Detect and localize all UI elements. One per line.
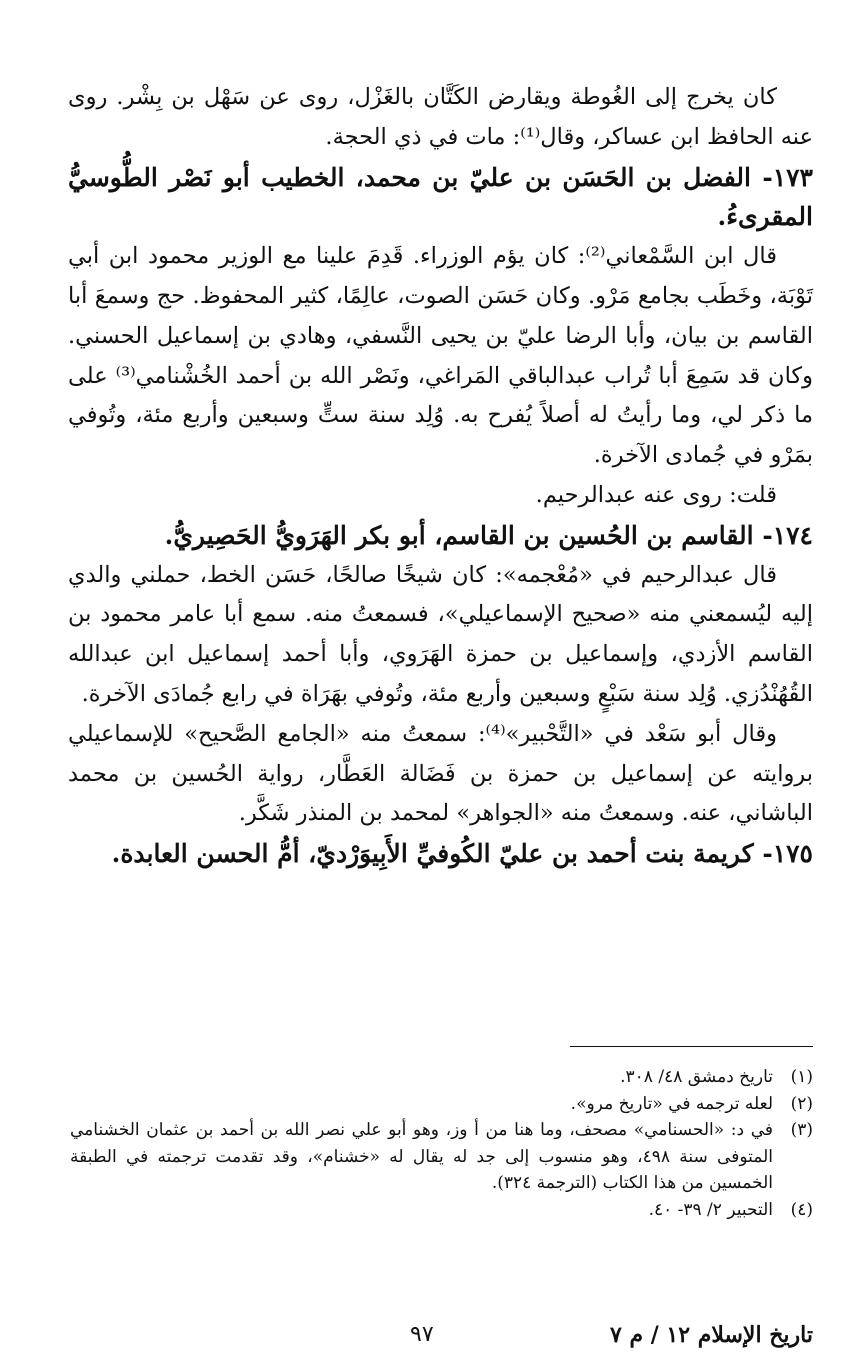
footnote-text: تاريخ دمشق ٤٨/ ٣٠٨. bbox=[620, 1067, 773, 1087]
footnote-divider bbox=[570, 1046, 813, 1047]
paragraph-entry-174: قال عبدالرحيم في «مُعْجمه»: كان شيخًا صالحًا، حَسَن الخط، حملني والدي إليه ليُسمعني منه «صحيح الإسماعيلي»، فسمعتُ منه. سمع أبا عامر محمود بن القاسم الأزدي، وإسماعيل بن حمزة الهَرَوي، وأبا أحمد إسماعيل ابن عبدالله القُهُنْدُزي. وُلِد سنة سَبْعٍ وسبعين وأربع مئة، وتُوفي بهَرَاة في رابع جُمادَى الآخرة. bbox=[68, 561, 813, 707]
footnote-2 bbox=[70, 1091, 813, 1118]
footnote-number: (٢) bbox=[790, 1093, 813, 1114]
footnote-text: لعله ترجمه في «تاريخ مرو». bbox=[570, 1093, 773, 1114]
entry-heading-174: ١٧٤- القاسم بن الحُسين بن القاسم، أبو بكر الهَرَويُّ الحَصِيريُّ. bbox=[164, 520, 813, 550]
page-number: ٩٧ bbox=[410, 1322, 434, 1347]
paragraph-entry-173: قال ابن السَّمْعاني⁽²⁾: كان يؤم الوزراء. قَدِمَ علينا مع الوزير محمود ابن أبي تَوْبَة، وخَطَب بجامع مَرْو. وكان حَسَن الصوت، عالِمًا، كثير المحفوظ. حج وسمعَ أبا القاسم بن بيان، وأبا الرضا عليّ بن يحيى النَّسفي، وهادي بن إسماعيل الحسني. وكان قد سَمِعَ أبا تُراب عبدالباقي المَراغي، ونَصْر الله بن أحمد الخُشْنامي⁽³⁾ على ما ذكر لي، وما رأيتُ له أصلاً يُفرح به. وُلِد سنة ستٍّ وسبعين وأربع مئة، وتُوفي بمَرْو في جُمادى الآخرة. bbox=[68, 243, 813, 469]
main-text bbox=[68, 78, 813, 874]
footnotes bbox=[70, 1064, 813, 1223]
page-footer bbox=[70, 1322, 813, 1358]
footnote-3 bbox=[70, 1117, 813, 1197]
entry-heading-173: ١٧٣- الفضل بن الحَسَن بن عليّ بن محمد، الخطيب أبو نَصْر الطُّوسيُّ المقرىءُ. bbox=[68, 162, 813, 232]
footnote-4 bbox=[70, 1197, 813, 1224]
book-title: تاريخ الإسلام ١٢ / م ٧ bbox=[609, 1322, 813, 1348]
footnote-number: (٣) bbox=[790, 1120, 813, 1140]
paragraph-continuation: كان يخرج إلى الغُوطة ويقارض الكَتَّان بالغَزْل، روى عن سَهْل بن بِشْر. روى عنه الحافظ ابن عساكر، وقال⁽¹⁾: مات في ذي الحجة. bbox=[68, 84, 813, 150]
paragraph-entry-174-tahbir: وقال أبو سَعْد في «التَّحْبير»⁽⁴⁾: سمعتُ منه «الجامع الصَّحيح» للإسماعيلي بروايته عن إسماعيل بن حمزة بن فَضَالة العَطَّار، رواية الحُسين بن محمد الباشاني، عنه. وسمعتُ منه «الجواهر» لمحمد بن المنذر شَكَّر. bbox=[68, 720, 813, 827]
footnote-text: التحبير ٢/ ٣٩- ٤٠. bbox=[648, 1199, 773, 1220]
footnote-1 bbox=[70, 1064, 813, 1091]
footnote-number: (١) bbox=[790, 1067, 813, 1087]
entry-heading-175: ١٧٥- كريمة بنت أحمد بن عليّ الكُوفيِّ الأَبِيوَرْديّ، أمُّ الحسن العابدة. bbox=[111, 839, 813, 869]
paragraph-note: قلت: روى عنه عبدالرحيم. bbox=[535, 481, 777, 508]
footnote-number: (٤) bbox=[790, 1199, 813, 1220]
footnote-text: في د: «الحسنامي» مصحف، وما هنا من أ وز، وهو أبو علي نصر الله بن أحمد بن عثمان الخشنامي المتوفى سنة ٤٩٨، وهو منسوب إلى جد له يقال له «خشنام»، وقد تقدمت ترجمته في الطبقة الخمسين من هذا الكتاب (الترجمة ٣٢٤). bbox=[70, 1120, 773, 1193]
